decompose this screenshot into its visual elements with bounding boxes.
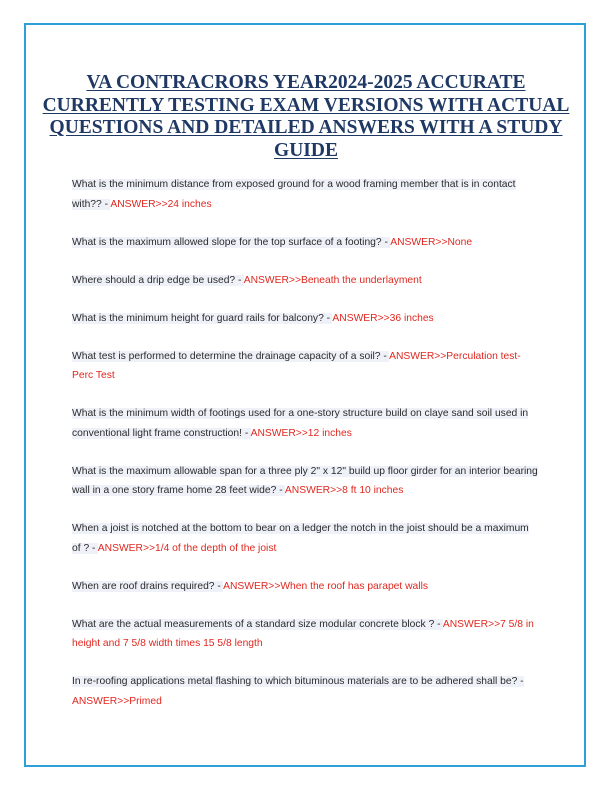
question-text: What are the actual measurements of a standard size modular concrete block ? - [72, 618, 443, 630]
question-text: What test is performed to determine the drainage capacity of a soil? - [72, 350, 390, 362]
question-text: What is the maximum allowed slope for the top surface of a footing? - [72, 236, 391, 248]
qa-item [72, 404, 540, 443]
qa-item [72, 233, 540, 253]
qa-item [72, 271, 540, 291]
answer-text: ANSWER>>1/4 of the depth of the joist [97, 542, 277, 554]
answer-text: ANSWER>>None [390, 236, 473, 248]
document-title: VA CONTRACRORS YEAR2024-2025 ACCURATE CURRENTLY TESTING EXAM VERSIONS WITH ACTUAL QUESTIONS AND DETAILED ANSWERS WITH A STUDY GUIDE [42, 72, 570, 161]
question-text: What is the minimum width of footings used for a one-story structure build on claye sand soil used in conventional light frame construction! - [72, 408, 529, 439]
answer-text: ANSWER>>7 5/8 in height and 7 5/8 width times 15 5/8 length [72, 618, 534, 649]
answer-text: ANSWER>>36 inches [332, 312, 434, 324]
answer-text: ANSWER>>Primed [72, 695, 162, 707]
answer-text: ANSWER>>Beneath the underlayment [243, 274, 422, 286]
question-text: What is the maximum allowable span for a three ply 2" x 12" build up floor girder for an interior bearing wall in a one story frame home 28 feet wide? - [72, 465, 538, 496]
question-text: What is the minimum height for guard rails for balcony? - [72, 312, 333, 324]
answer-text: ANSWER>>8 ft 10 inches [284, 485, 404, 496]
qa-item [72, 577, 540, 597]
answer-text: ANSWER>>When the roof has parapet walls [223, 580, 429, 592]
answer-text: ANSWER>>24 inches [110, 198, 212, 210]
qa-list [72, 175, 540, 730]
answer-text: ANSWER>>12 inches [250, 427, 352, 439]
qa-item [72, 462, 540, 501]
question-text: Where should a drip edge be used? - [72, 274, 244, 286]
qa-item [72, 347, 540, 386]
qa-item [72, 175, 540, 214]
question-text: When are roof drains required? - [72, 580, 224, 592]
question-text: In re-roofing applications metal flashing to which bituminous materials are to be adhered shall be? - [72, 676, 524, 687]
qa-item [72, 672, 540, 711]
answer-text: ANSWER>>Perculation test- Perc Test [72, 350, 521, 381]
question-text: When a joist is notched at the bottom to bear on a ledger the notch in the joist should be a maximum of ? - [72, 523, 529, 554]
qa-item [72, 309, 540, 329]
question-text: What is the minimum distance from exposed ground for a wood framing member that is in contact with?? - [72, 179, 516, 210]
qa-item [72, 615, 540, 654]
qa-item [72, 519, 540, 558]
